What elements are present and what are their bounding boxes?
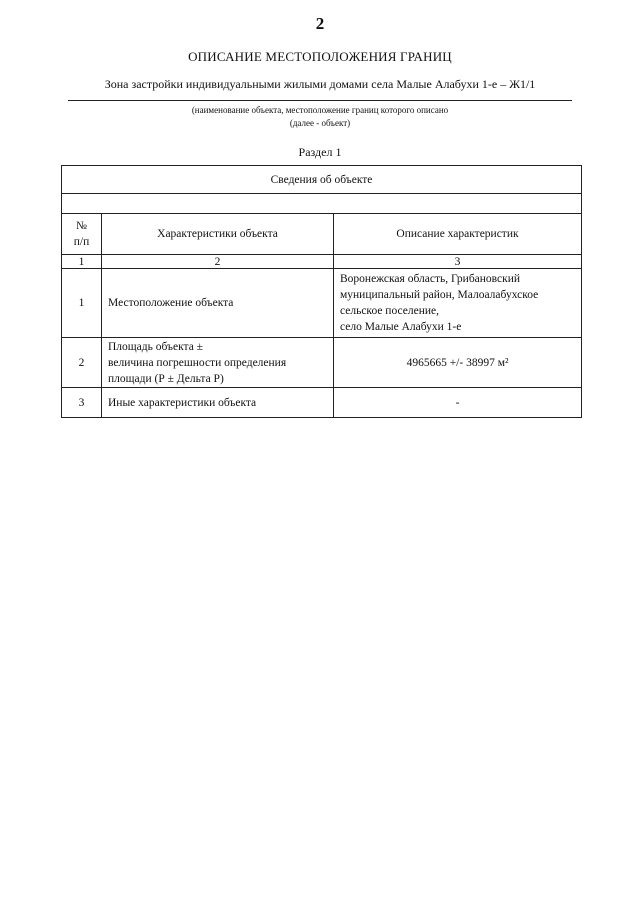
row-description: 4965665 +/- 38997 м² xyxy=(334,338,582,388)
object-name-underline xyxy=(68,100,572,101)
row-characteristic: Иные характеристики объекта xyxy=(102,388,334,418)
object-caption-line-1: (наименование объекта, местоположение границ которого описано xyxy=(191,105,449,115)
object-name-caption xyxy=(70,104,570,130)
object-caption-line-2: (далее - объект) xyxy=(289,118,351,128)
row-description: Воронежская область, Грибановский муниципальный район, Малоалабухское сельское поселение, село Малые Алабухи 1-е xyxy=(334,269,582,338)
table-row xyxy=(62,388,582,418)
document-title: ОПИСАНИЕ МЕСТОПОЛОЖЕНИЯ ГРАНИЦ xyxy=(188,49,452,64)
row-characteristic: Площадь объекта ± величина погрешности определения площади (Р ± Дельта Р) xyxy=(102,338,334,388)
table-row xyxy=(62,338,582,388)
table-header-row xyxy=(62,214,582,255)
column-number: 2 xyxy=(102,255,334,269)
column-number: 1 xyxy=(62,255,102,269)
table-caption-row xyxy=(62,166,582,194)
column-number: 3 xyxy=(334,255,582,269)
section-title: Раздел 1 xyxy=(298,145,342,159)
header-num: № п/п xyxy=(62,214,102,255)
header-characteristic: Характеристики объекта xyxy=(102,214,334,255)
empty-cell xyxy=(62,194,582,214)
row-num: 1 xyxy=(62,269,102,338)
header-description: Описание характеристик xyxy=(334,214,582,255)
object-info-table xyxy=(61,165,582,418)
page-number: 2 xyxy=(315,14,325,33)
table-empty-row xyxy=(62,194,582,214)
row-characteristic: Местоположение объекта xyxy=(102,269,334,338)
table-row xyxy=(62,269,582,338)
row-num: 3 xyxy=(62,388,102,418)
column-number-row xyxy=(62,255,582,269)
table-caption: Сведения об объекте xyxy=(62,166,582,194)
row-description: - xyxy=(334,388,582,418)
object-name: Зона застройки индивидуальными жилыми домами села Малые Алабухи 1-е – Ж1/1 xyxy=(104,77,536,91)
row-num: 2 xyxy=(62,338,102,388)
